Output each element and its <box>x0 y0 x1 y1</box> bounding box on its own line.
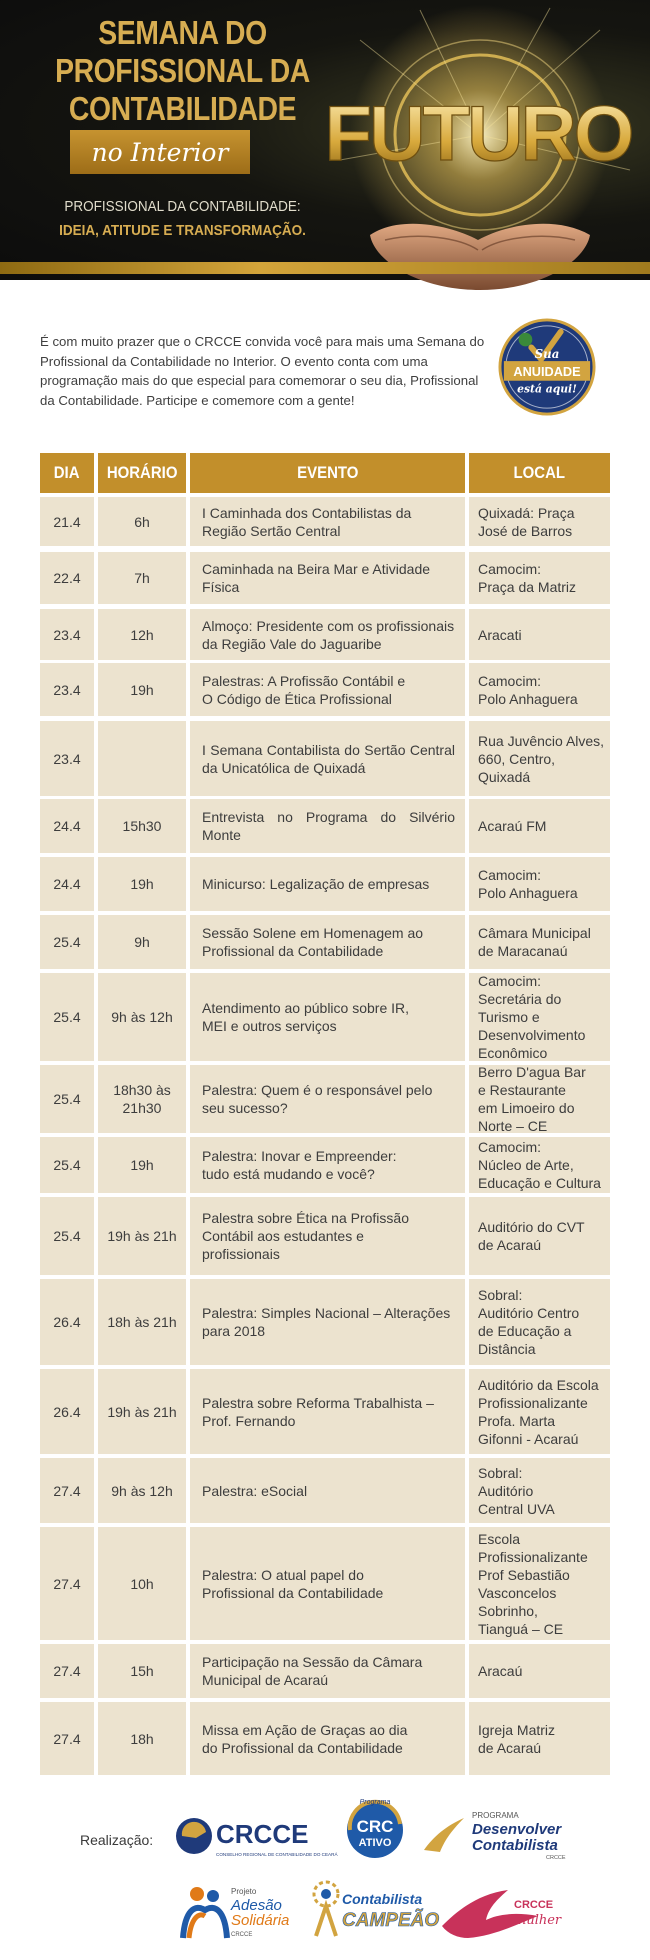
cell-text: Rua Juvêncio Alves, 660, Centro, Quixadá <box>478 732 605 785</box>
futuro-hands-illustration <box>300 0 650 300</box>
cell-horario <box>98 973 186 1061</box>
cell-text: 25.4 <box>53 1228 81 1244</box>
cell-horario <box>98 857 186 911</box>
cell-local <box>469 799 610 853</box>
cell-dia <box>40 1197 94 1275</box>
crc-ativo-logo[interactable] <box>340 1794 410 1860</box>
cell-evento <box>190 1279 465 1365</box>
cell-text: 27.4 <box>53 1482 81 1499</box>
cell-text: 27.4 <box>53 1663 81 1679</box>
cell-local <box>469 1137 610 1193</box>
cell-dia <box>40 552 94 604</box>
cell-text: 19h <box>130 1157 154 1173</box>
cell-horario <box>98 1065 186 1133</box>
adesao-solidaria-logo[interactable] <box>175 1880 295 1942</box>
cell-horario <box>98 552 186 604</box>
cell-text: Sessão Solene em Homenagem ao Profissional da Contabilidade <box>202 925 424 959</box>
svg-text:CRCCE: CRCCE <box>216 1819 309 1849</box>
realizacao-label: Realização: <box>80 1832 154 1848</box>
cell-text: Igreja Matriz de Acaraú <box>478 1721 556 1756</box>
svg-text:CRCCE: CRCCE <box>514 1899 554 1911</box>
cell-horario <box>98 497 186 546</box>
cell-evento <box>190 721 465 796</box>
cell-evento <box>190 663 465 716</box>
cell-text: 18h <box>130 1730 154 1747</box>
cell-local <box>469 1197 610 1275</box>
cell-horario <box>98 1369 186 1454</box>
cell-text: Entrevista no Programa do Silvério Monte <box>202 809 455 843</box>
cell-text: 19h <box>130 681 154 698</box>
cell-dia <box>40 1137 94 1193</box>
cell-local <box>469 497 610 546</box>
cell-horario <box>98 1197 186 1275</box>
cell-text: 23.4 <box>53 626 81 643</box>
contabilista-campeao-logo[interactable] <box>310 1876 440 1942</box>
cell-text: Camocim: Praça da Matriz <box>478 561 577 595</box>
cell-text: Camocim: Polo Anhaguera <box>478 672 578 707</box>
cell-text: I Semana Contabilista do Sertão Central da Unicatólica de Quixadá <box>202 741 455 776</box>
cell-text: Palestra sobre Ética na Profissão Contábil aos estudantes e profissionais <box>202 1210 409 1262</box>
cell-text: Almoço: Presidente com os profissionais da Região Vale do Jaguaribe <box>202 617 455 652</box>
cell-text: 10h <box>130 1575 154 1592</box>
cell-local <box>469 857 610 911</box>
cell-text: Auditório da Escola Profissionalizante Profa. Marta Gifonni - Acaraú <box>478 1376 599 1447</box>
cell-text: 26.4 <box>53 1403 81 1420</box>
cell-dia <box>40 799 94 853</box>
cell-text: Palestra: eSocial <box>202 1482 308 1499</box>
cell-local <box>469 1279 610 1365</box>
cell-local <box>469 721 610 796</box>
cell-text: 21.4 <box>53 513 81 530</box>
cell-text: Palestra: O atual papel do Profissional da Contabilidade <box>202 1566 384 1601</box>
svg-text:está aqui!: está aqui! <box>517 382 577 396</box>
svg-text:CONSELHO REGIONAL DE CONTABILI: CONSELHO REGIONAL DE CONTABILIDADE DO CEARÁ <box>216 1852 338 1857</box>
cell-text: Palestra: Simples Nacional – Alterações para 2018 <box>202 1305 451 1339</box>
desenvolver-contabilista-logo[interactable] <box>420 1806 570 1864</box>
cell-local <box>469 1458 610 1523</box>
header-horario: HORÁRIO <box>98 453 186 493</box>
cell-text: 19h <box>130 876 154 892</box>
cell-local <box>469 609 610 660</box>
cell-horario <box>98 915 186 969</box>
cell-text: Câmara Municipal de Maracanaú <box>478 925 591 959</box>
cell-local <box>469 915 610 969</box>
svg-text:ANUIDADE: ANUIDADE <box>513 363 581 379</box>
cell-dia <box>40 1279 94 1365</box>
cell-local <box>469 1065 610 1133</box>
svg-text:CAMPEÃO: CAMPEÃO <box>342 1910 440 1931</box>
cell-dia <box>40 1065 94 1133</box>
header-dia: DIA <box>40 453 94 493</box>
svg-text:CRC: CRC <box>356 1817 394 1836</box>
cell-text: Acaraú FM <box>478 818 547 834</box>
header-local: LOCAL <box>469 453 610 493</box>
cell-text: 12h <box>130 626 154 643</box>
cell-local <box>469 1527 610 1640</box>
cell-text: 24.4 <box>53 876 81 892</box>
cell-evento <box>190 1137 465 1193</box>
cell-local <box>469 1702 610 1775</box>
cell-dia <box>40 1369 94 1454</box>
cell-dia <box>40 497 94 546</box>
cell-text: 19h às 21h <box>107 1228 177 1244</box>
cell-text: Palestra sobre Reforma Trabalhista – Prof. Fernando <box>202 1394 434 1429</box>
cell-text: Sobral: Auditório Central UVA <box>478 1464 555 1517</box>
cell-text: 25.4 <box>53 1091 81 1107</box>
cell-local <box>469 973 610 1061</box>
svg-text:PROGRAMA: PROGRAMA <box>472 1811 519 1820</box>
cell-text: 23.4 <box>53 750 81 767</box>
crcce-mulher-logo[interactable] <box>438 1880 562 1944</box>
cell-horario <box>98 721 186 796</box>
svg-text:CRCCE: CRCCE <box>546 1855 566 1861</box>
cell-dia <box>40 1527 94 1640</box>
svg-text:FUTURO: FUTURO <box>324 89 632 177</box>
cell-text: Aracaú <box>478 1663 523 1679</box>
cell-text: Sobral: Auditório Centro de Educação a Distância <box>478 1287 580 1357</box>
hero-slogan: IDEIA, ATITUDE E TRANSFORMAÇÃO. <box>59 222 306 239</box>
svg-text:CRCCE: CRCCE <box>231 1932 253 1938</box>
svg-text:Sua: Sua <box>534 347 560 362</box>
cell-horario <box>98 1644 186 1698</box>
cell-horario <box>98 1279 186 1365</box>
svg-text:Solidária: Solidária <box>231 1912 290 1929</box>
cell-evento <box>190 609 465 660</box>
cell-evento <box>190 1197 465 1275</box>
cell-local <box>469 663 610 716</box>
cell-text: Minicurso: Legalização de empresas <box>202 876 430 892</box>
cell-text: Aracati <box>478 626 522 643</box>
cell-evento <box>190 1644 465 1698</box>
cell-text: 25.4 <box>53 1009 81 1025</box>
cell-text: 9h às 12h <box>111 1009 173 1025</box>
cell-evento <box>190 497 465 546</box>
cell-dia <box>40 1644 94 1698</box>
cell-local <box>469 552 610 604</box>
svg-text:Projeto: Projeto <box>231 1887 257 1896</box>
cell-text: Auditório do CVT de Acaraú <box>478 1219 585 1253</box>
cell-text: Quixadá: Praça José de Barros <box>478 504 575 539</box>
cell-text: Camocim: Secretária do Turismo e Desenvolvimento Econômico <box>478 973 586 1061</box>
anuidade-seal-icon[interactable] <box>498 318 596 416</box>
cell-evento <box>190 1702 465 1775</box>
cell-text: Palestra: Inovar e Empreender: tudo está mudando e você? <box>202 1148 397 1182</box>
header-evento: EVENTO <box>190 453 465 493</box>
cell-evento <box>190 915 465 969</box>
cell-evento <box>190 973 465 1061</box>
cell-local <box>469 1644 610 1698</box>
cell-horario <box>98 799 186 853</box>
cell-dia <box>40 609 94 660</box>
hero-banner <box>0 0 650 280</box>
cell-text: 26.4 <box>53 1314 81 1330</box>
cell-text: 27.4 <box>53 1730 81 1747</box>
cell-text: Camocim: Polo Anhaguera <box>478 867 578 901</box>
cell-dia <box>40 915 94 969</box>
cell-dia <box>40 857 94 911</box>
event-title: SEMANA DO PROFISSIONAL DA CONTABILIDADE <box>55 14 310 127</box>
cell-dia <box>40 663 94 716</box>
cell-text: Palestras: A Profissão Contábil e O Código de Ética Profissional <box>202 672 406 707</box>
cell-text: 7h <box>134 570 150 586</box>
svg-text:ATIVO: ATIVO <box>358 1837 392 1849</box>
cell-local <box>469 1369 610 1454</box>
cell-text: 15h30 <box>122 818 162 834</box>
cell-text: I Caminhada dos Contabilistas da Região Sertão Central <box>202 504 412 539</box>
cell-evento <box>190 857 465 911</box>
svg-text:Programa: Programa <box>359 1799 391 1806</box>
cell-text: 25.4 <box>53 934 81 950</box>
cell-text: Caminhada na Beira Mar e Atividade Física <box>202 561 431 595</box>
cell-text: Palestra: Quem é o responsável pelo seu sucesso? <box>202 1082 433 1116</box>
cell-text: 9h às 12h <box>111 1482 173 1499</box>
cell-evento <box>190 552 465 604</box>
svg-text:Desenvolver: Desenvolver <box>472 1821 562 1838</box>
cell-dia <box>40 721 94 796</box>
cell-evento <box>190 1527 465 1640</box>
cell-text: 18h30 às 21h30 <box>113 1082 171 1116</box>
svg-text:Contabilista: Contabilista <box>342 1891 423 1907</box>
interior-badge: no Interior <box>70 130 250 174</box>
cell-text: 9h <box>134 934 150 950</box>
cell-text: Berro D'agua Bar e Restaurante em Limoeiro do Norte – CE <box>478 1064 586 1134</box>
cell-evento <box>190 1065 465 1133</box>
cell-dia <box>40 973 94 1061</box>
cell-horario <box>98 1702 186 1775</box>
intro-text: É com muito prazer que o CRCCE convida você para mais uma Semana do Profissional da Contabilidade no Interior. O evento conta com uma programação mais do que especial para comemorar o seu dia, Profissional da Contabilidade. Participe e comemore com a gente! <box>40 334 485 408</box>
cell-text: Camocim: Núcleo de Arte, Educação e Cultura <box>478 1139 601 1191</box>
svg-text:Contabilista: Contabilista <box>472 1837 558 1854</box>
svg-text:mulher: mulher <box>514 1913 562 1928</box>
cell-text: 6h <box>134 513 150 530</box>
cell-text: 25.4 <box>53 1157 81 1173</box>
cell-text: 15h <box>130 1663 154 1679</box>
cell-text: Escola Profissionalizante Prof Sebastião Vasconcelos Sobrinho, Tianguá – CE <box>478 1530 588 1637</box>
crcce-logo[interactable] <box>172 1812 338 1862</box>
cell-text: Atendimento ao público sobre IR, MEI e outros serviços <box>202 1000 410 1034</box>
cell-text: Participação na Sessão da Câmara Municipal de Acaraú <box>202 1654 423 1688</box>
cell-horario <box>98 609 186 660</box>
cell-horario <box>98 663 186 716</box>
cell-text: 22.4 <box>53 570 81 586</box>
cell-text: Missa em Ação de Graças ao dia do Profissional da Contabilidade <box>202 1721 408 1756</box>
cell-text: 27.4 <box>53 1575 81 1592</box>
cell-dia <box>40 1702 94 1775</box>
cell-evento <box>190 799 465 853</box>
cell-horario <box>98 1137 186 1193</box>
cell-evento <box>190 1458 465 1523</box>
cell-horario <box>98 1527 186 1640</box>
cell-horario <box>98 1458 186 1523</box>
cell-dia <box>40 1458 94 1523</box>
gold-stripe <box>0 262 650 274</box>
cell-text: 19h às 21h <box>107 1403 177 1420</box>
cell-text: 24.4 <box>53 818 81 834</box>
cell-text: 23.4 <box>53 681 81 698</box>
hero-subtitle: PROFISSIONAL DA CONTABILIDADE: <box>64 198 301 215</box>
cell-evento <box>190 1369 465 1454</box>
svg-text:Adesão: Adesão <box>231 1897 282 1914</box>
cell-text: 18h às 21h <box>107 1314 177 1330</box>
